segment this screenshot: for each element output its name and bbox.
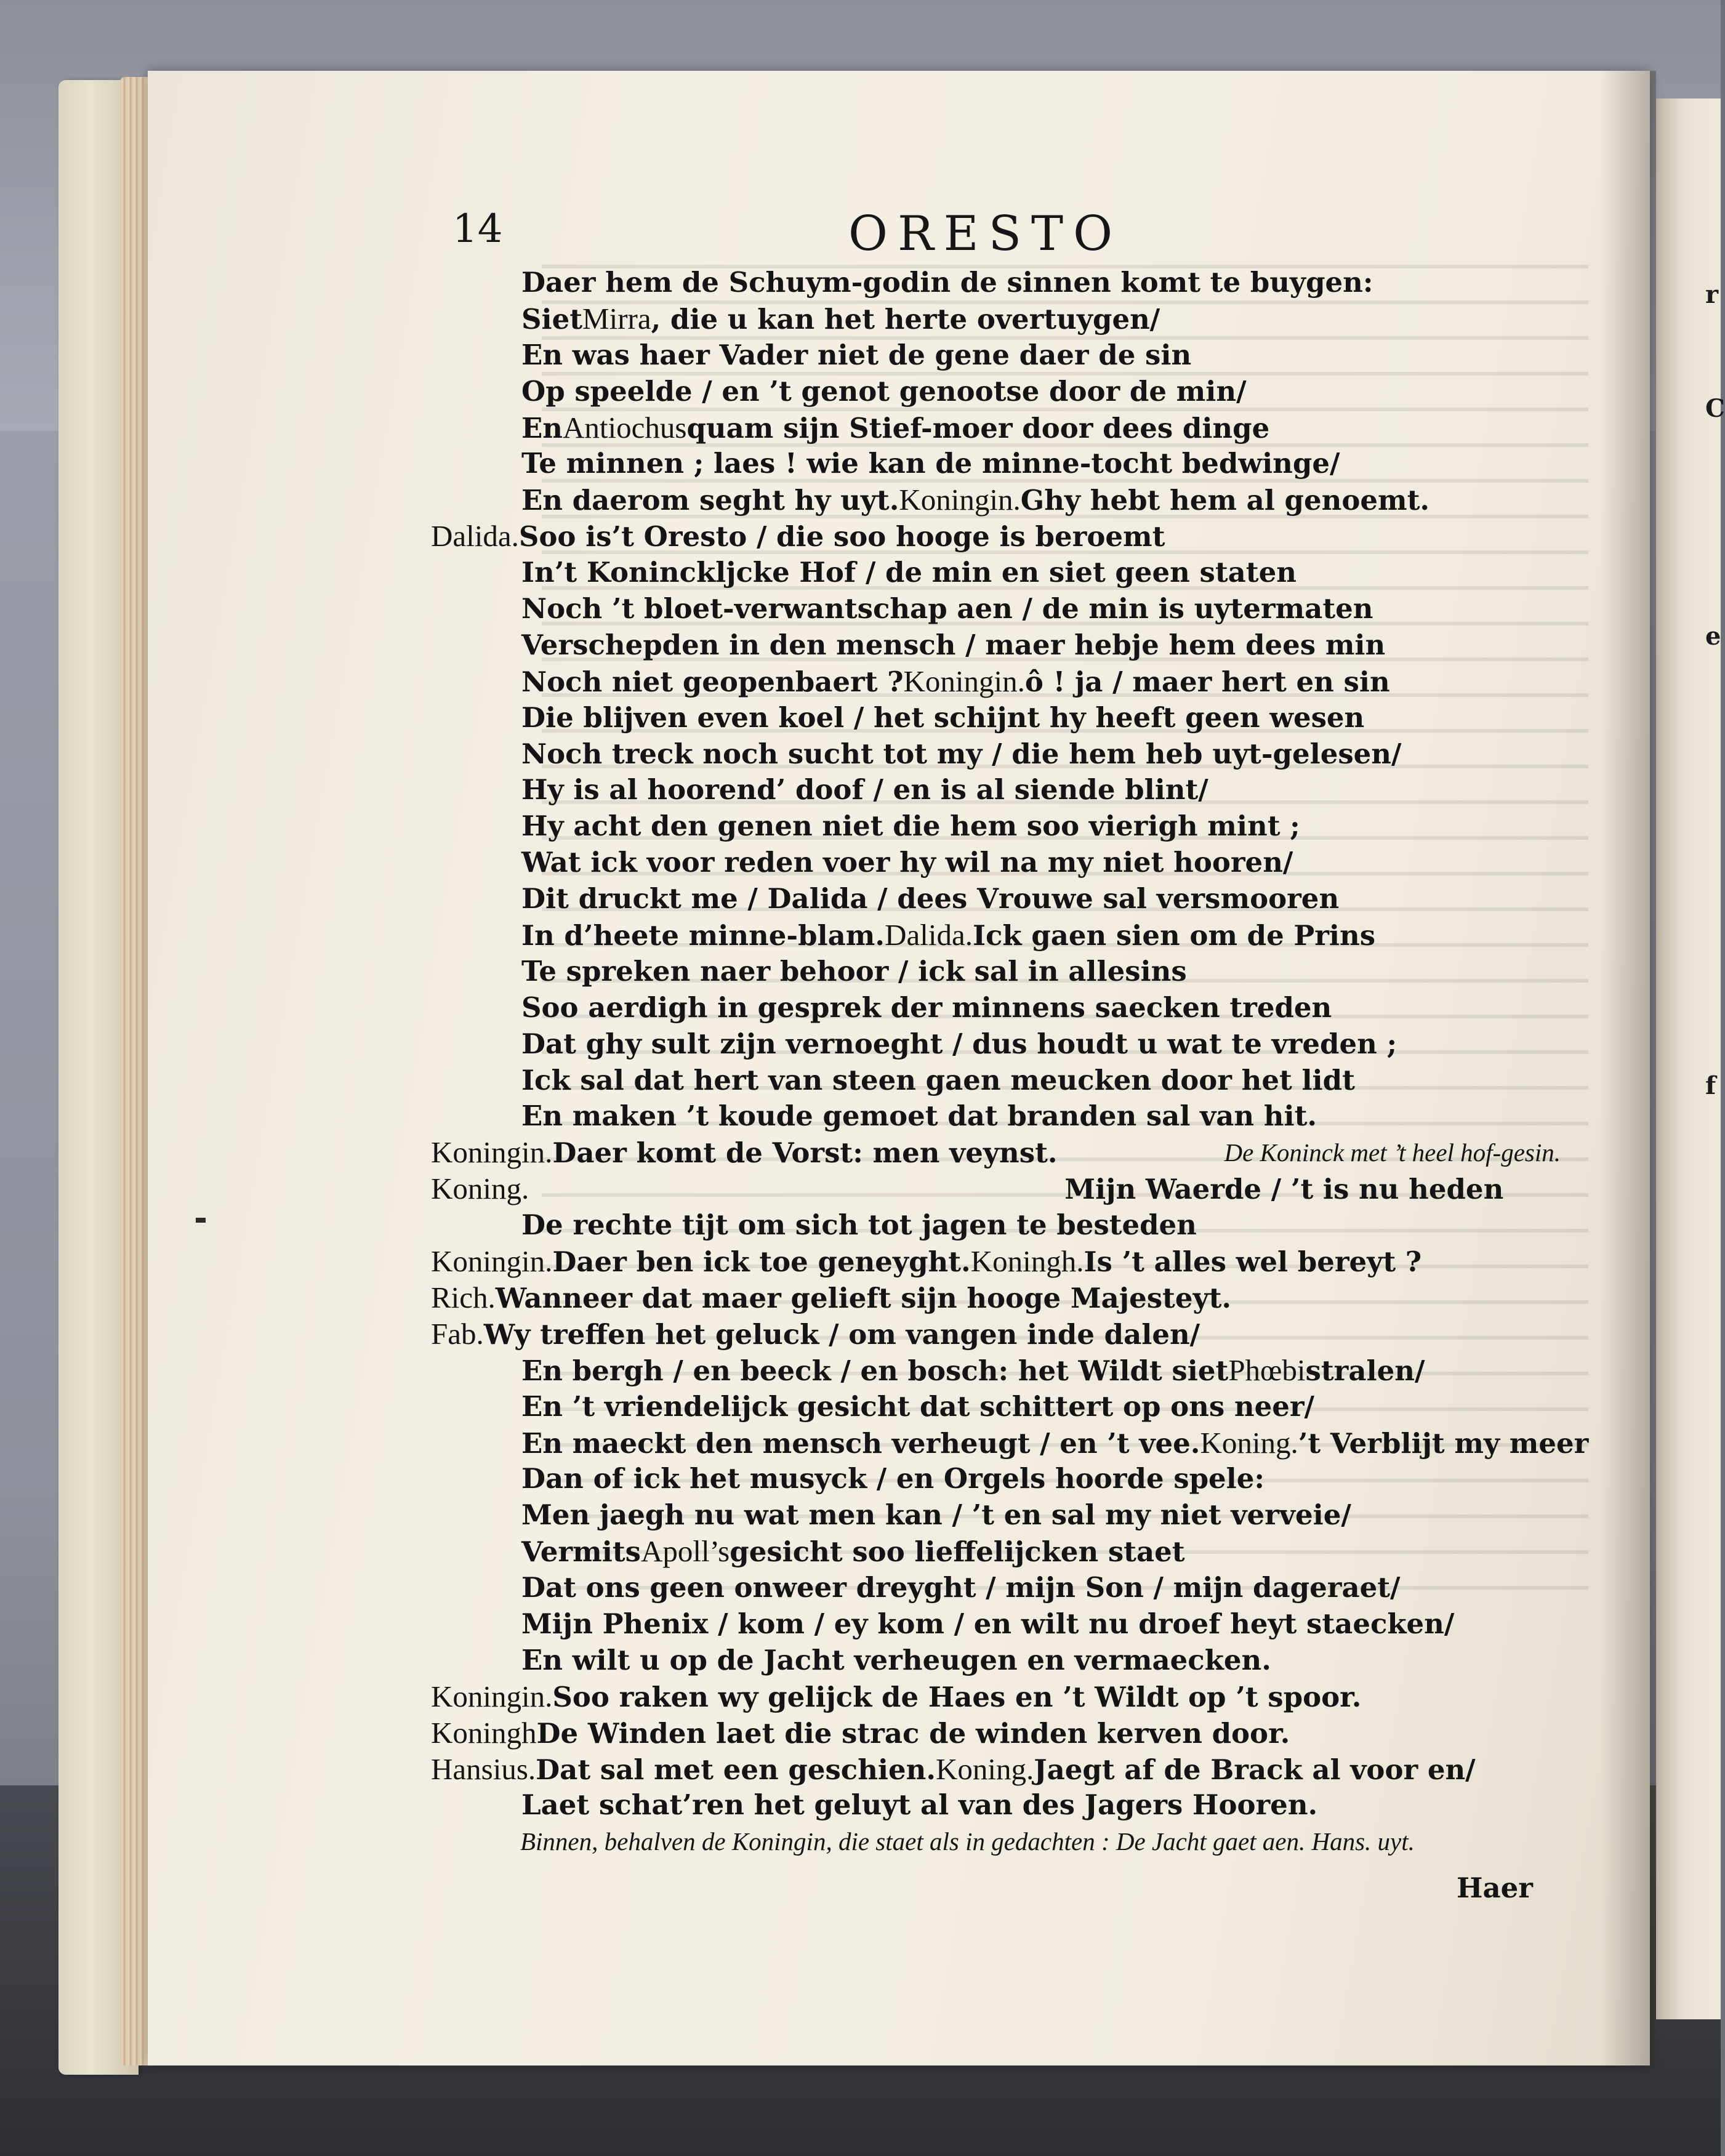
verse-segment: En maeckt den mensch verheugt / en ’t vee. xyxy=(521,1426,1200,1460)
verse-segment: Daer komt de Vorst: men veynst. xyxy=(552,1136,1058,1170)
verse-segment: Men jaegh nu wat men kan / ’t en sal my niet verveie/ xyxy=(521,1498,1351,1532)
verse-segment: Mijn Phenix / kom / ey kom / en wilt nu droef heyt staecken/ xyxy=(521,1607,1455,1640)
verse-segment: gesicht soo lieffelijcken staet xyxy=(730,1535,1185,1569)
verse-segment: En xyxy=(521,411,563,444)
verse-line xyxy=(431,1244,1554,1280)
speaker-name: Koning. xyxy=(936,1752,1034,1786)
speaker-name: Antiochus xyxy=(563,410,687,444)
speaker-name: Koningh xyxy=(431,1715,537,1750)
verse-segment: Wy treffen het geluck / om vangen inde dalen/ xyxy=(483,1317,1200,1351)
verse-segment: Soo is’t Oresto / die soo hooge is beroemt xyxy=(518,520,1165,553)
stage-direction: De Koninck met ’t heel hof-gesin. xyxy=(1224,1138,1561,1167)
verse-segment: Noch niet geopenbaert ? xyxy=(521,665,904,698)
running-title: ORESTO xyxy=(848,206,1123,262)
verse-segment: Soo aerdigh in gesprek der minnens saecken treden xyxy=(521,991,1332,1024)
verse-segment: Noch ’t bloet-verwantschap aen / de min is uytermaten xyxy=(521,592,1373,625)
verse-line xyxy=(471,881,1554,917)
facing-page-mark: e xyxy=(1705,622,1721,651)
speaker-name: Koningin. xyxy=(903,664,1025,698)
verse-line xyxy=(471,700,1554,736)
verse-line xyxy=(471,1063,1554,1099)
verse-segment: Te minnen ; laes ! wie kan de minne-tocht bedwinge/ xyxy=(521,447,1340,480)
speaker-name: Hansius. xyxy=(431,1752,536,1786)
verse-segment: Verschepden in den mensch / maer hebje hem dees min xyxy=(521,628,1386,661)
verse-line xyxy=(471,482,1554,518)
verse-line xyxy=(431,1135,1561,1171)
speaker-name: Koning. xyxy=(431,1172,529,1206)
speaker-name: Fab. xyxy=(431,1316,484,1351)
verse-segment: Dit druckt me / Dalida / dees Vrouwe sal versmooren xyxy=(521,882,1340,915)
verse-line xyxy=(471,917,1554,954)
verse-segment: Hy is al hoorend’ doof / en is al siende blint/ xyxy=(521,773,1208,806)
verse-line xyxy=(471,1207,1554,1244)
verse-segment: En wilt u op de Jacht verheugen en vermaecken. xyxy=(521,1643,1271,1676)
verse-line xyxy=(471,1787,1554,1824)
verse-line xyxy=(471,1497,1554,1534)
verse-line xyxy=(471,1534,1554,1570)
verse-segment: Ick sal dat hert van steen gaen meucken door het lidt xyxy=(521,1063,1355,1096)
verse-segment: En maken ’t koude gemoet dat branden sal van hit. xyxy=(521,1100,1317,1133)
speaker-name: Koning. xyxy=(1200,1425,1298,1460)
verse-line xyxy=(471,410,1554,446)
speaker-name: Koningin. xyxy=(431,1135,553,1170)
verse-segment: Daer hem de Schuym-godin de sinnen komt te buygen: xyxy=(521,266,1373,299)
margin-mark xyxy=(196,1218,206,1223)
verse-segment: Dat ghy sult zijn vernoeght / dus houdt u wat te vreden ; xyxy=(521,1027,1397,1060)
verse-segment: En bergh / en beeck / en bosch: het Wildt siet xyxy=(521,1354,1229,1387)
verse-segment: ’t Verblijt my meer xyxy=(1298,1426,1589,1460)
verse-segment: Dat ons geen onweer dreyght / mijn Son / mijn dageraet/ xyxy=(521,1571,1401,1604)
verse-line xyxy=(471,1098,1554,1135)
verse-line xyxy=(471,1643,1554,1679)
speaker-name: Koningin. xyxy=(431,1244,553,1279)
verse-line xyxy=(471,845,1554,881)
verse-segment: En ’t vriendelijck gesicht dat schittert op ons neer/ xyxy=(521,1390,1314,1423)
verse-segment: Hy acht den genen niet die hem soo vierigh mint ; xyxy=(521,810,1300,843)
verse-segment: Vermits xyxy=(521,1535,641,1569)
verse-line xyxy=(471,1353,1554,1389)
verse-segment: stralen/ xyxy=(1305,1354,1425,1387)
verse-line xyxy=(471,990,1554,1026)
verse-segment: Wat ick voor reden voer hy wil na my niet hooren/ xyxy=(521,846,1293,879)
speaker-name: Dalida. xyxy=(431,519,519,553)
verse-line xyxy=(431,1171,1554,1207)
speaker-name: Koningin. xyxy=(431,1679,553,1713)
verse-line xyxy=(471,374,1554,410)
verse-line xyxy=(471,301,1554,337)
verse-segment: De rechte tijt om sich tot jagen te besteden xyxy=(521,1209,1197,1242)
speaker-name: Koningin. xyxy=(899,483,1021,517)
verse-line xyxy=(471,265,1554,301)
verse-line xyxy=(431,1280,1554,1316)
speaker-name: Koningh. xyxy=(970,1244,1084,1279)
verse-segment: quam sijn Stief-moer door dees dinge xyxy=(686,411,1270,444)
speaker-name: Apoll’s xyxy=(640,1534,730,1569)
verse-line xyxy=(431,1715,1554,1752)
verse-segment: Te spreken naer behoor / ick sal in allesins xyxy=(521,954,1187,987)
verse-segment: Op speelde / en ’t genot genootse door de min/ xyxy=(521,374,1247,408)
verse-segment: En was haer Vader niet de gene daer de sin xyxy=(521,338,1192,371)
verse-line xyxy=(431,1752,1554,1788)
verse-line xyxy=(471,1606,1554,1643)
speaker-name: Mirra xyxy=(582,301,651,336)
verse-segment: Jaegt af de Brack al voor en/ xyxy=(1034,1753,1476,1786)
verse-line xyxy=(471,1461,1554,1497)
verse-line xyxy=(471,954,1554,990)
verse-line xyxy=(471,337,1554,374)
verse-line xyxy=(471,627,1554,664)
verse-line xyxy=(471,1389,1554,1425)
speaker-name: Dalida. xyxy=(885,918,973,952)
verse-line xyxy=(431,1316,1554,1353)
verse-segment: Laet schat’ren het geluyt al van des Jagers Hooren. xyxy=(521,1788,1318,1822)
verse-line xyxy=(471,772,1554,808)
verse-segment: Ick gaen sien om de Prins xyxy=(972,919,1376,952)
verse-line xyxy=(471,555,1554,591)
verse-segment: Wanneer dat maer gelieft sijn hooge Majesteyt. xyxy=(495,1281,1232,1314)
verse-segment: ô ! ja / maer hert en sin xyxy=(1024,665,1390,698)
verse-segment: Dan of ick het musyck / en Orgels hoorde spele: xyxy=(521,1462,1265,1495)
verse-text xyxy=(431,265,1589,1860)
verse-segment: , die u kan het herte overtuygen/ xyxy=(651,302,1160,336)
verse-line xyxy=(471,808,1554,845)
verse-segment: In’t Koninckljcke Hof / de min en siet geen staten xyxy=(521,556,1297,589)
verse-line xyxy=(471,446,1554,482)
verse-segment: Mijn Waerde / ’t is nu heden xyxy=(1064,1173,1504,1206)
facing-page-mark: C xyxy=(1705,394,1725,423)
verse-segment: Siet xyxy=(521,302,583,336)
verse-segment: Soo raken wy gelijck de Haes en ’t Wildt op ’t spoor. xyxy=(552,1680,1362,1713)
verse-line xyxy=(431,518,1554,555)
gutter-shadow xyxy=(1601,71,1656,2065)
verse-line xyxy=(471,591,1554,627)
verse-line xyxy=(471,664,1554,700)
verse-segment: Noch treck noch sucht tot my / die hem heb uyt-gelesen/ xyxy=(521,737,1402,770)
speaker-name: Rich. xyxy=(431,1280,496,1314)
verse-line xyxy=(471,736,1554,773)
verse-segment: Ghy hebt hem al genoemt. xyxy=(1020,484,1430,517)
verse-segment: Is ’t alles wel bereyt ? xyxy=(1084,1245,1422,1279)
verse-segment: Die blijven even koel / het schijnt hy heeft geen wesen xyxy=(521,701,1365,734)
verse-segment: Dat sal met een geschien. xyxy=(536,1753,936,1786)
facing-page xyxy=(1656,99,1721,2019)
page-number: 14 xyxy=(452,206,503,252)
verse-segment: De Winden laet die strac de winden kerven door. xyxy=(536,1716,1290,1750)
catchword: Haer xyxy=(1456,1872,1533,1904)
verse-line xyxy=(471,1425,1589,1462)
verse-line xyxy=(471,1026,1554,1063)
verse-segment: Daer ben ick toe geneyght. xyxy=(552,1245,971,1279)
verse-line xyxy=(431,1679,1554,1715)
facing-page-mark: f xyxy=(1705,1071,1716,1100)
stage-direction: Binnen, behalven de Koningin, die staet als in gedachten : De Jacht gaet aen. Hans. uyt. xyxy=(520,1827,1415,1856)
speaker-name: Phœbi xyxy=(1228,1353,1306,1387)
verse-segment: In d’heete minne-blam. xyxy=(521,919,885,952)
facing-page-mark: r xyxy=(1705,280,1719,309)
verse-line xyxy=(471,1570,1554,1606)
verse-segment: En daerom seght hy uyt. xyxy=(521,484,899,517)
